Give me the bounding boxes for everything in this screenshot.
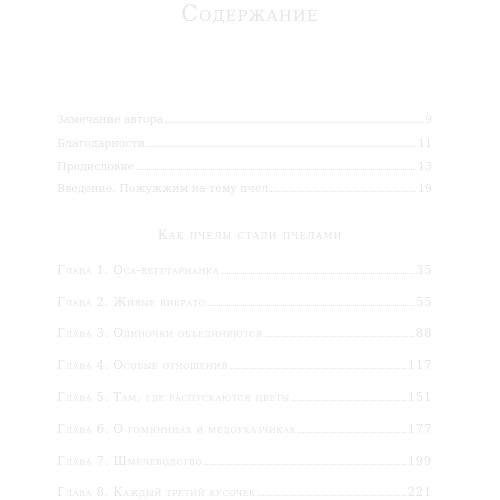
toc-entry-page: 9 [425, 113, 432, 126]
section-heading: Как пчелы стали пчелами [157, 228, 343, 243]
toc-chapter-page: 117 [407, 358, 432, 372]
dot-leader [265, 335, 414, 337]
page-title: Содержание [181, 2, 319, 27]
toc-entry-label: Предисловие [57, 160, 135, 173]
toc-entry-page: 13 [418, 160, 432, 173]
dot-leader [298, 431, 406, 433]
dot-leader [147, 145, 416, 147]
toc-entry-page: 19 [418, 182, 432, 195]
dot-leader [208, 304, 414, 306]
toc-chapter-page: 177 [407, 422, 432, 436]
toc-chapter-label: Глава 7. Шмелеводство [57, 454, 203, 468]
toc-chapter[interactable] [57, 485, 432, 499]
dot-leader [270, 190, 416, 192]
dot-leader [258, 494, 406, 496]
toc-chapter-label: Глава 1. Оса-вегетарианка [57, 263, 220, 277]
toc-chapter[interactable] [57, 390, 432, 404]
toc-chapter-page: 88 [415, 326, 432, 340]
toc-chapter[interactable] [57, 422, 432, 436]
toc-chapter-page: 35 [415, 263, 432, 277]
toc-entry[interactable] [57, 182, 432, 195]
toc-chapter[interactable] [57, 454, 432, 468]
toc-chapter-page: 151 [407, 390, 432, 404]
toc-chapter-page: 55 [415, 295, 432, 309]
toc-chapter-label: Глава 5. Там, где распускаются цветы [57, 390, 290, 404]
toc-chapter-label: Глава 8. Каждый третий кусочек [57, 485, 256, 499]
toc-entry-label: Благодарности [57, 137, 145, 150]
toc-chapter-page: 199 [407, 454, 432, 468]
toc-chapter-page: 221 [407, 485, 432, 499]
toc-entry[interactable] [57, 160, 432, 173]
toc-entry[interactable] [57, 137, 432, 150]
toc-chapter-label: Глава 3. Одиночки объединяются [57, 326, 263, 340]
toc-entry-label: Замечание автора [57, 113, 164, 126]
toc-chapter[interactable] [57, 358, 432, 372]
dot-leader [165, 121, 423, 123]
toc-chapter[interactable] [57, 326, 432, 340]
dot-leader [204, 463, 405, 465]
toc-chapter[interactable] [57, 263, 432, 277]
toc-chapter[interactable] [57, 295, 432, 309]
dot-leader [230, 367, 406, 369]
toc-chapter-label: Глава 4. Особые отношения [57, 358, 228, 372]
dot-leader [221, 272, 414, 274]
toc-entry[interactable] [57, 113, 432, 126]
toc-chapter-label: Глава 2. Живые вибрато [57, 295, 206, 309]
dot-leader [136, 168, 416, 170]
toc-chapter-label: Глава 6. О гомининах и медоуказчиках [57, 422, 296, 436]
toc-entry-page: 11 [418, 137, 432, 150]
dot-leader [292, 399, 406, 401]
toc-entry-label: Введение. Пожужжим на тему пчел [57, 182, 269, 195]
